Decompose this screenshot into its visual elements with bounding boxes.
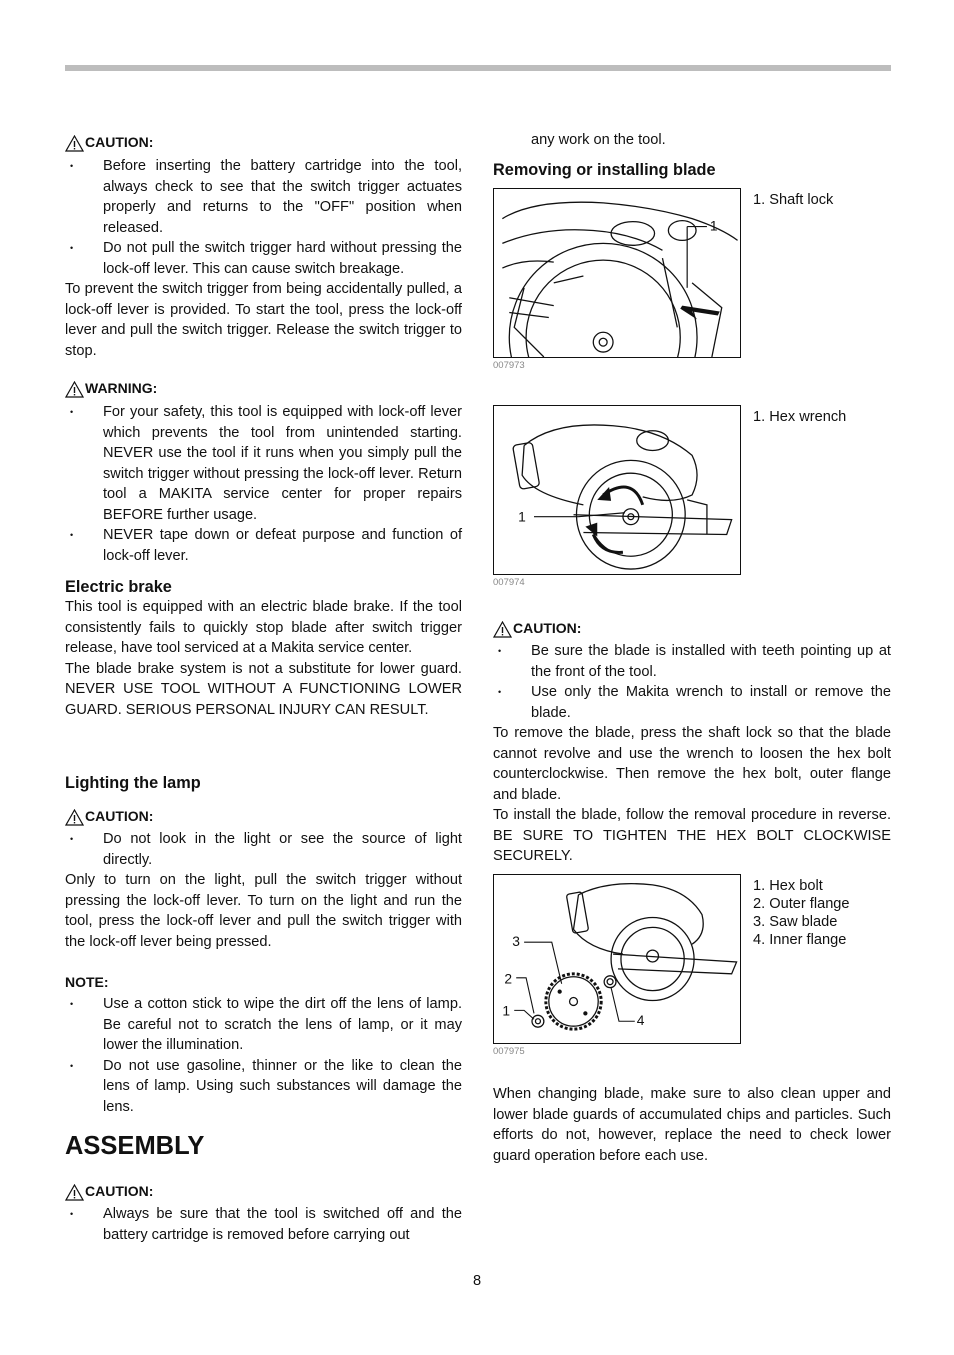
warning-bullets [65,402,462,566]
saw-shaft-lock-illustration [494,189,740,357]
callout-3: 3 [512,933,520,950]
closing-paragraph-section [493,1084,891,1166]
warning-label: WARNING: [65,378,462,398]
callout-1: 1 [502,1002,511,1019]
figure-code: 007975 [493,1046,525,1057]
warning-triangle-icon [493,621,512,638]
caption-line: 2. Outer flange [753,896,850,912]
list-item: • NEVER tape down or defeat purpose and function of lock-off lever. [65,525,462,566]
warning-triangle-icon [65,135,84,152]
page-number: 8 [472,1273,482,1289]
saw-hex-wrench-illustration [494,406,740,574]
caption-line: 1. Hex wrench [753,409,847,425]
section-heading: Lighting the lamp [65,774,201,792]
list-item: • Do not look in the light or see the source of light directly. [65,829,462,870]
caution-label: CAUTION: [65,1181,462,1201]
warning-section [65,378,462,566]
caution-section-1 [65,132,462,361]
caption-line: 3. Saw blade [753,914,838,930]
figure-code: 007973 [493,360,525,371]
list-item: • Always be sure that the tool is switched off and the battery cartridge is removed before carrying out [65,1204,462,1245]
warning-triangle-icon [65,381,84,398]
caution-label: CAUTION: [65,132,462,152]
section-heading-removing-blade: Removing or installing blade [493,161,716,179]
list-item: • Before inserting the battery cartridge into the tool, always check to see that the switch trigger actuates properly and returns to the "OFF" position when released. [65,156,462,238]
caution-bullets [65,829,462,870]
electric-brake-section [65,577,462,720]
caution-label: CAUTION: [493,618,891,638]
paragraph: The blade brake system is not a substitute for lower guard. NEVER USE TOOL WITHOUT A FUNCTIONING LOWER GUARD. SERIOUS PERSONAL INJURY CAN RESULT. [65,660,462,718]
list-item: • Do not pull the switch trigger hard without pressing the lock-off lever. This can cause switch breakage. [65,238,462,279]
list-item: • For your safety, this tool is equipped with lock-off lever which prevents the tool from unintended starting. NEVER use the tool if it runs when you simply pull the switch trigger without pressing the lock-off lever. Return tool a MAKITA service center for proper repairs BEFORE further usage. [65,402,462,525]
lighting-lamp-section [65,773,462,952]
callout-4: 4 [636,1012,645,1029]
paragraph: To remove the blade, press the shaft lock so that the blade cannot revolve and use the wrench to loosen the hex bolt counterclockwise. Then remove the hex bolt, outer flange and blade. [493,725,891,803]
caution-bullets [65,1204,462,1245]
warning-triangle-icon [65,809,84,826]
header-rule [65,65,891,71]
paragraph: To prevent the switch trigger from being accidentally pulled, a lock-off lever is provided. To start the tool, press the lock-off lever and pull the switch trigger. Release the switch trigger to stop. [65,281,462,359]
callout-1: 1 [518,508,526,525]
paragraph: Only to turn on the light, pull the switch trigger without pressing the lock-off lever. To turn on the light and run the tool, press the lock-off lever and pull the switch trigger with the lock-off lever being pressed. [65,872,462,950]
figure-blade-parts [493,874,741,1044]
list-item: • Be sure the blade is installed with teeth pointing up at the front of the tool. [493,641,891,682]
paragraph: This tool is equipped with an electric blade brake. If the tool consistently fails to quickly stop blade after switch trigger release, have tool serviced at a Makita service center. [65,599,462,656]
callout-2: 2 [504,970,513,987]
paragraph: When changing blade, make sure to also clean upper and lower blade guards of accumulated chips and particles. Such efforts do not, however, replace the need to check lower guard operation before each use. [493,1086,891,1164]
figure-code: 007974 [493,577,525,588]
saw-blade-parts-illustration [494,875,740,1043]
note-section [65,972,462,1117]
caution-bullets [493,641,891,723]
figure-shaft-lock [493,188,741,358]
chapter-heading: ASSEMBLY [65,1132,205,1160]
caption-line: 4. Inner flange [753,932,847,948]
figure-caption [753,191,833,209]
warning-triangle-icon [65,1184,84,1201]
callout-1: 1 [709,217,718,234]
list-item: • Do not use gasoline, thinner or the like to clean the lens of lamp. Using such substances will damage the lens. [65,1056,462,1118]
list-item: • Use only the Makita wrench to install or remove the blade. [493,682,891,723]
caution-label: CAUTION: [65,806,462,826]
figure-caption [753,877,850,949]
caution-section-blade [493,618,891,867]
paragraph: To install the blade, follow the removal procedure in reverse. BE SURE TO TIGHTEN THE HEX BOLT CLOCKWISE SECURELY. [493,807,891,864]
figure-hex-wrench [493,405,741,575]
assembly-section [65,1131,462,1245]
note-bullets [65,994,462,1117]
caption-line: 1. Shaft lock [753,192,834,208]
caption-line: 1. Hex bolt [753,878,823,894]
list-item: • Use a cotton stick to wipe the dirt off the lens of lamp. Be careful not to scratch the lens of lamp, or it may lower the illumination. [65,994,462,1056]
figure-caption [753,408,846,426]
section-heading: Electric brake [65,578,172,596]
note-label: NOTE: [65,973,109,990]
caution-bullets [65,156,462,279]
bullet-continuation: any work on the tool. [531,132,666,148]
